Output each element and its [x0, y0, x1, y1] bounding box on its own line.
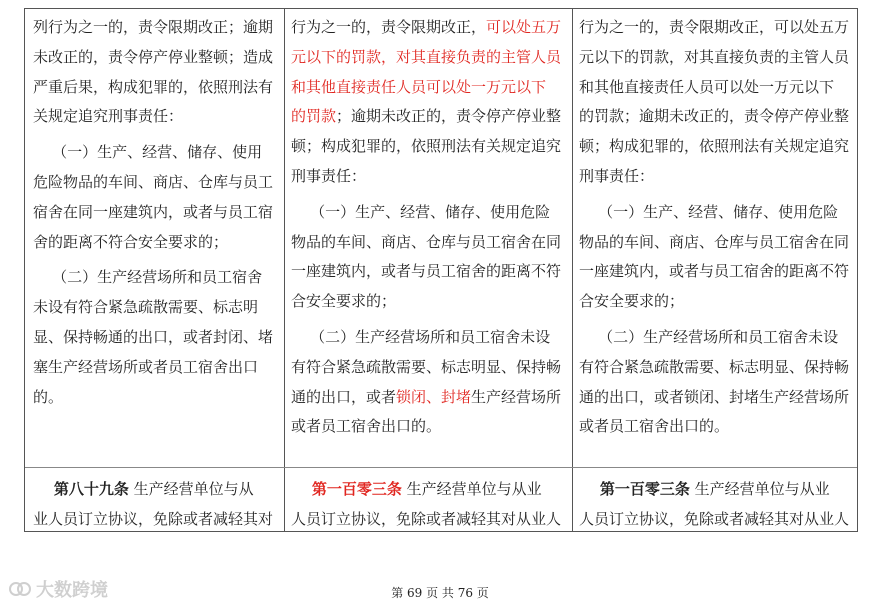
text-line	[291, 505, 569, 531]
text-run: 或者员工宿舍出口的。	[579, 417, 730, 436]
text-run: 的罚款	[291, 107, 337, 126]
text-run: 人员订立协议，免除或者减轻其对从业人	[579, 509, 850, 528]
text-run: 和其他直接责任人员可以处一万元以下	[291, 77, 547, 96]
text-line	[579, 73, 853, 103]
text-line	[579, 228, 853, 258]
revised-law-cell	[291, 13, 569, 465]
text-line	[291, 162, 569, 192]
text-run: 合安全要求的；	[579, 292, 685, 311]
text-line	[579, 383, 853, 413]
text-line	[579, 43, 853, 73]
text-run: 有符合紧急疏散需要、标志明显、保持畅	[291, 357, 562, 376]
text-line	[579, 162, 853, 192]
text-run: 元以下的罚款，对其直接负责的主管人员	[291, 47, 562, 66]
new-law-cell	[579, 13, 853, 465]
page-footer: 第 69 页 共 76 页	[391, 586, 489, 600]
text-run: （二）生产经营场所和员工宿舍未设	[291, 327, 551, 346]
text-run: 顿；构成犯罪的，依照刑法有关规定追究	[579, 137, 850, 156]
text-run: 生产经营场所	[471, 387, 562, 406]
text-run: 和其他直接责任人员可以处一万元以下	[579, 77, 835, 96]
text-line	[291, 257, 569, 287]
text-run: 行为之一的，责令限期改正，	[291, 18, 487, 36]
text-run: 生产经营单位与从	[128, 480, 254, 498]
text-run: 行为之一的，责令限期改正，可以处五万	[579, 18, 850, 36]
text-run: 生产经营单位与从业	[689, 480, 830, 498]
watermark	[8, 576, 108, 602]
text-line	[33, 228, 281, 258]
text-line	[33, 383, 281, 413]
text-run: 关规定追究刑事责任：	[33, 107, 184, 126]
text-line	[579, 505, 853, 531]
article-number: 第一百零三条	[291, 480, 402, 498]
text-line	[33, 168, 281, 198]
text-line	[291, 13, 569, 43]
text-line	[291, 475, 569, 505]
text-line	[33, 138, 281, 168]
text-line	[291, 353, 569, 383]
text-line	[579, 198, 853, 228]
text-run: 列行为之一的，责令限期改正；逾期	[33, 18, 274, 36]
text-run: 显、保持畅通的出口，或者封闭、堵	[33, 327, 274, 346]
text-line	[579, 323, 853, 353]
article-number: 第八十九条	[33, 480, 129, 498]
text-line	[291, 287, 569, 317]
text-line	[291, 383, 569, 413]
text-line	[291, 198, 569, 228]
text-line	[33, 263, 281, 293]
text-run: 一座建筑内，或者与员工宿舍的距离不符	[291, 262, 562, 281]
text-line	[291, 73, 569, 103]
text-line	[33, 43, 281, 73]
comparison-table	[24, 8, 858, 532]
text-run: 业人员订立协议，免除或者减轻其对	[33, 509, 274, 528]
text-run: （二）生产经营场所和员工宿舍未设	[579, 327, 839, 346]
text-line	[291, 228, 569, 258]
text-run: 宿舍在同一座建筑内，或者与员工宿	[33, 202, 274, 221]
text-line	[579, 13, 853, 43]
text-run: （一）生产、经营、储存、使用危险	[579, 202, 839, 221]
text-line	[33, 13, 281, 43]
row-divider	[25, 467, 857, 468]
text-run: 通的出口，或者锁闭、封堵生产经营场所	[579, 387, 850, 406]
text-run: 可以处五万	[486, 18, 562, 36]
text-line	[33, 102, 281, 132]
text-run: 锁闭、封堵	[396, 387, 472, 406]
text-run: （二）生产经营场所和员工宿舍	[33, 268, 263, 287]
text-line	[291, 412, 569, 442]
text-run: 生产经营单位与从业	[401, 480, 542, 498]
text-line	[579, 353, 853, 383]
text-line	[291, 132, 569, 162]
text-run: 塞生产经营场所或者员工宿舍出口	[33, 357, 259, 376]
text-run: 的罚款；逾期未改正的，责令停产停业整	[579, 107, 850, 126]
text-line	[33, 293, 281, 323]
article-number: 第一百零三条	[579, 480, 690, 498]
old-law-cell	[33, 13, 281, 465]
text-line	[291, 43, 569, 73]
text-run: 合安全要求的；	[291, 292, 397, 311]
text-run: 刑事责任：	[579, 166, 655, 185]
text-run: 严重后果，构成犯罪的，依照刑法有	[33, 77, 274, 96]
text-line	[579, 475, 853, 505]
column-divider	[284, 9, 285, 531]
watermark-logo-icon	[8, 579, 32, 599]
text-run: （一）生产、经营、储存、使用危险	[291, 202, 551, 221]
text-run: 未设有符合紧急疏散需要、标志明	[33, 298, 259, 317]
text-run: 物品的车间、商店、仓库与员工宿舍在同	[291, 232, 562, 251]
text-run: 顿；构成犯罪的，依照刑法有关规定追究	[291, 137, 562, 156]
text-line	[579, 257, 853, 287]
text-line	[291, 323, 569, 353]
watermark-text: 大数跨境	[36, 580, 108, 601]
text-line	[33, 505, 281, 531]
text-run: 未改正的，责令停产停业整顿；造成	[33, 47, 274, 66]
text-line	[33, 198, 281, 228]
text-run: 人员订立协议，免除或者减轻其对从业人	[291, 509, 562, 528]
text-run: 危险物品的车间、商店、仓库与员工	[33, 172, 274, 191]
text-line	[579, 287, 853, 317]
text-line	[579, 412, 853, 442]
text-run: ；逾期未改正的，责令停产停业整	[336, 107, 562, 126]
text-run: 一座建筑内，或者与员工宿舍的距离不符	[579, 262, 850, 281]
text-run: 或者员工宿舍出口的。	[291, 417, 442, 436]
text-run: （一）生产、经营、储存、使用	[33, 143, 263, 162]
text-run: 元以下的罚款，对其直接负责的主管人员	[579, 47, 850, 66]
revised-article-cell	[291, 475, 569, 531]
new-article-cell	[579, 475, 853, 531]
text-run: 舍的距离不符合安全要求的；	[33, 232, 229, 251]
text-run: 刑事责任：	[291, 166, 367, 185]
text-run: 的。	[33, 387, 64, 406]
column-divider	[572, 9, 573, 531]
text-line	[33, 323, 281, 353]
text-line	[33, 475, 281, 505]
text-line	[33, 353, 281, 383]
text-run: 物品的车间、商店、仓库与员工宿舍在同	[579, 232, 850, 251]
text-line	[291, 102, 569, 132]
text-line	[579, 132, 853, 162]
text-line	[33, 73, 281, 103]
old-article-cell	[33, 475, 281, 531]
text-run: 通的出口，或者	[291, 387, 397, 406]
text-run: 有符合紧急疏散需要、标志明显、保持畅	[579, 357, 850, 376]
text-line	[579, 102, 853, 132]
